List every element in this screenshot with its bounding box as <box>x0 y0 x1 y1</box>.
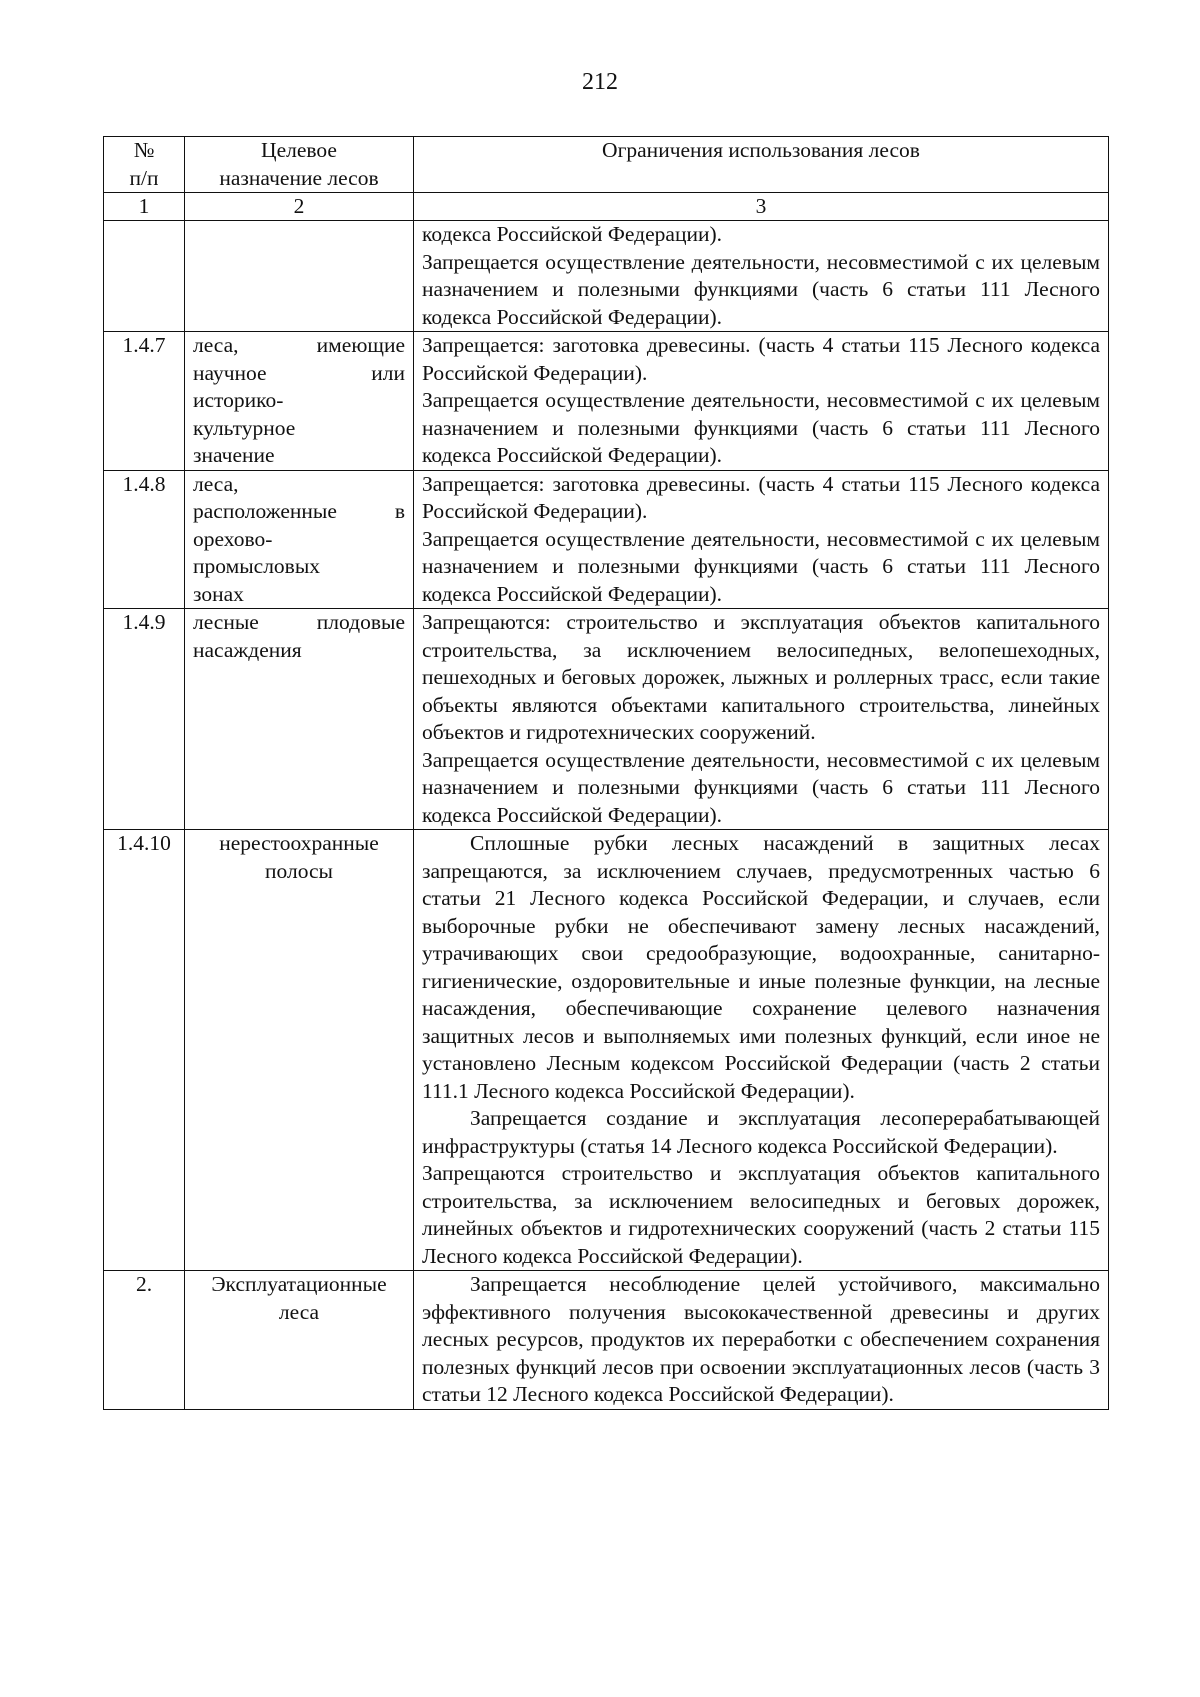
purpose-line: значение <box>193 443 275 467</box>
row-restrictions <box>414 470 1109 609</box>
table-row <box>104 830 1109 1271</box>
purpose-line: насаждения <box>193 637 302 662</box>
row-number: 1.4.10 <box>104 830 185 1271</box>
purpose-line: орехово- <box>193 526 273 551</box>
header-number-line2: п/п <box>129 165 159 190</box>
purpose-line: научное или <box>193 360 405 385</box>
restriction-paragraph: Запрещается: заготовка древесины. (часть 4 статьи 115 Лесного кодекса Российской Федерации). <box>422 471 1100 523</box>
restriction-paragraph: Запрещаются строительство и эксплуатация объектов капитального строительства, за исключением велосипедных и беговых дорожек, линейных объектов и гидротехнических сооружений (часть 2 статьи 115 Лесного кодекса Российской Федерации). <box>422 1161 1100 1268</box>
row-purpose <box>185 332 414 471</box>
row-number: 1.4.9 <box>104 609 185 830</box>
restriction-paragraph: Запрещается осуществление деятельности, несовместимой с их целевым назначением и полезными функциями (часть 6 статьи 111 Лесного кодекса Российской Федерации). <box>422 526 1100 606</box>
row-purpose <box>185 221 414 332</box>
table-row <box>104 221 1109 332</box>
purpose-line: нерестоохранные <box>219 831 379 855</box>
purpose-line: леса <box>278 1299 320 1324</box>
row-number: 2. <box>104 1271 185 1410</box>
row-number: 1.4.7 <box>104 332 185 471</box>
table-row <box>104 1271 1109 1410</box>
purpose-line: историко- <box>193 388 284 412</box>
purpose-line: полосы <box>265 858 333 883</box>
row-restrictions <box>414 609 1109 830</box>
restriction-paragraph: Запрещается осуществление деятельности, несовместимой с их целевым назначением и полезными функциями (часть 6 статьи 111 Лесного кодекса Российской Федерации). <box>422 388 1100 467</box>
table-header-row <box>104 137 1109 193</box>
header-purpose-line1: Целевое <box>261 138 337 162</box>
purpose-line: леса, <box>193 471 239 496</box>
row-number <box>104 221 185 332</box>
row-restrictions <box>414 830 1109 1271</box>
restriction-paragraph: Сплошные рубки лесных насаждений в защитных лесах запрещаются, за исключением случаев, предусмотренных частью 6 статьи 21 Лесного кодекса Российской Федерации, и случаев, если выборочные рубки не обеспечивают замену лесных насаждений, утрачивающих свои средообразующие, водоохранные, санитарно-гигиенические, оздоровительные и иные полезные функции, на лесные насаждения, обеспечивающие сохранение целевого назначения защитных лесов и выполняемых ими полезных функций, если иное не установлено Лесным кодексом Российской Федерации (часть 2 статьи 111.1 Лесного кодекса Российской Федерации). <box>422 831 1100 1103</box>
row-purpose <box>185 470 414 609</box>
column-numbers-row <box>104 193 1109 221</box>
header-purpose <box>185 137 414 193</box>
purpose-line: леса, имеющие <box>193 333 405 357</box>
restriction-paragraph: Запрещается осуществление деятельности, несовместимой с их целевым назначением и полезными функциями (часть 6 статьи 111 Лесного кодекса Российской Федерации). <box>422 747 1100 827</box>
row-restrictions <box>414 332 1109 471</box>
row-number: 1.4.8 <box>104 470 185 609</box>
row-restrictions <box>414 1271 1109 1410</box>
forest-restrictions-table <box>103 136 1109 1410</box>
restriction-paragraph: кодекса Российской Федерации). <box>422 222 723 246</box>
row-restrictions <box>414 221 1109 332</box>
restriction-paragraph: Запрещаются: строительство и эксплуатация объектов капитального строительства, за исключением велосипедных, велопешеходных, пешеходных и беговых дорожек, лыжных и роллерных трасс, если такие объекты являются объектами капитального строительства, линейных объектов и гидротехнических сооружений. <box>422 610 1100 744</box>
purpose-line: расположенные в <box>193 499 405 523</box>
table-row <box>104 609 1109 830</box>
row-purpose <box>185 1271 414 1410</box>
purpose-line: лесные плодовые <box>193 610 405 634</box>
column-number: 1 <box>104 193 185 221</box>
header-restrictions: Ограничения использования лесов <box>414 137 1109 193</box>
restriction-paragraph: Запрещается осуществление деятельности, несовместимой с их целевым назначением и полезными функциями (часть 6 статьи 111 Лесного кодекса Российской Федерации). <box>422 249 1100 329</box>
restriction-paragraph: Запрещается: заготовка древесины. (часть 4 статьи 115 Лесного кодекса Российской Федерации). <box>422 333 1100 385</box>
row-purpose <box>185 609 414 830</box>
restriction-paragraph: Запрещается несоблюдение целей устойчивого, максимально эффективного получения высококачественной древесины и других лесных ресурсов, продуктов их переработки с обеспечением сохранения полезных функций лесов при освоении эксплуатационных лесов (часть 3 статьи 12 Лесного кодекса Российской Федерации). <box>422 1272 1100 1406</box>
table-row <box>104 332 1109 471</box>
purpose-line: зонах <box>193 581 244 606</box>
purpose-line: Эксплуатационные <box>211 1272 387 1296</box>
column-number: 2 <box>185 193 414 221</box>
header-purpose-line2: назначение лесов <box>219 165 379 190</box>
table-row <box>104 470 1109 609</box>
page-number: 212 <box>582 69 618 95</box>
header-number-line1: № <box>133 138 155 162</box>
purpose-line: промысловых <box>193 554 321 578</box>
row-purpose <box>185 830 414 1271</box>
purpose-line: культурное <box>193 415 296 440</box>
header-number <box>104 137 185 193</box>
restriction-paragraph: Запрещается создание и эксплуатация лесоперерабатывающей инфраструктуры (статья 14 Лесного кодекса Российской Федерации). <box>422 1106 1100 1158</box>
column-number: 3 <box>414 193 1109 221</box>
